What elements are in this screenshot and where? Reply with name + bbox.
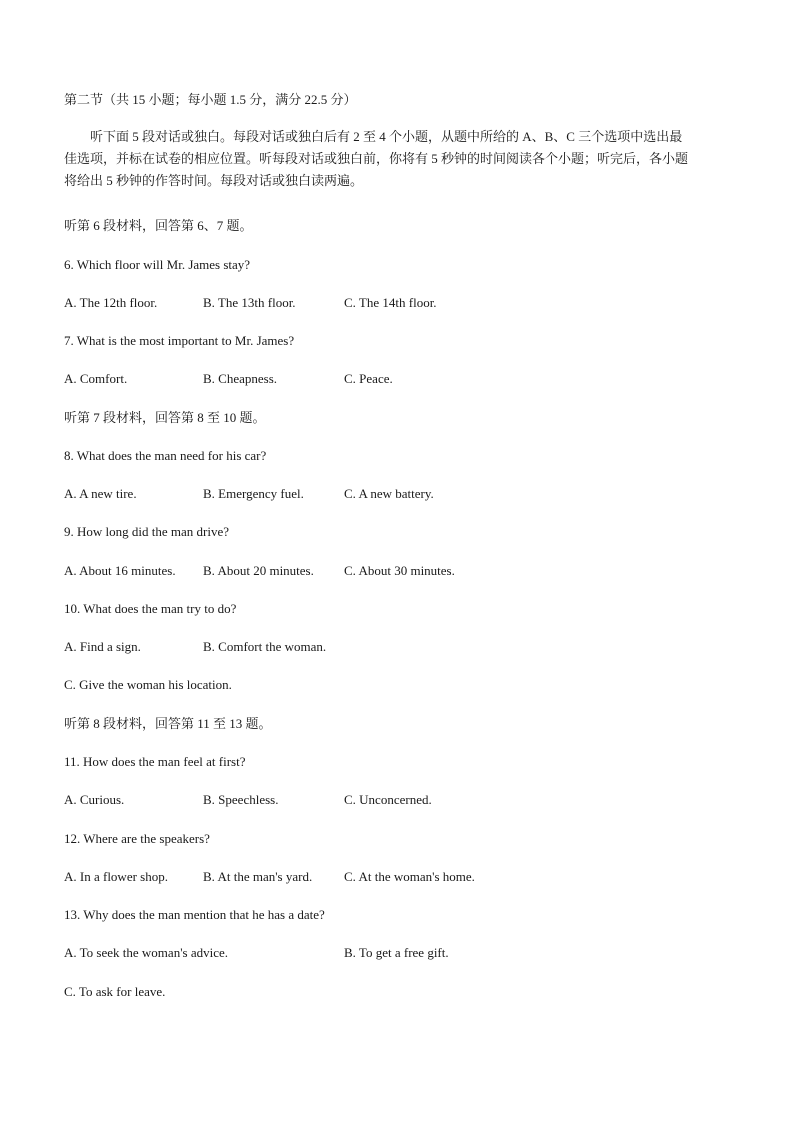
instructions-line-3: 将给出 5 秒钟的作答时间。每段对话或独白读两遍。 [64, 173, 364, 188]
question-7-option-a[interactable]: A. Comfort. [64, 371, 128, 386]
question-8-option-a[interactable]: A. A new tire. [64, 486, 137, 501]
question-10-option-c[interactable]: C. Give the woman his location. [64, 677, 232, 692]
group-heading-8: 听第 8 段材料，回答第 11 至 13 题。 [64, 716, 272, 731]
question-9-stem: 9. How long did the man drive? [64, 524, 229, 539]
question-13-option-c[interactable]: C. To ask for leave. [64, 984, 166, 999]
question-8-option-b[interactable]: B. Emergency fuel. [203, 486, 304, 501]
question-10-stem: 10. What does the man try to do? [64, 601, 237, 616]
question-8-stem: 8. What does the man need for his car? [64, 448, 267, 463]
question-11-option-a[interactable]: A. Curious. [64, 792, 125, 807]
question-6-stem: 6. Which floor will Mr. James stay? [64, 257, 251, 272]
question-12-stem: 12. Where are the speakers? [64, 831, 210, 846]
question-12-option-b[interactable]: B. At the man's yard. [203, 869, 313, 884]
question-11-stem: 11. How does the man feel at first? [64, 754, 246, 769]
question-7-option-c[interactable]: C. Peace. [344, 371, 393, 386]
question-7-stem: 7. What is the most important to Mr. James? [64, 333, 295, 348]
question-8-option-c[interactable]: C. A new battery. [344, 486, 434, 501]
question-10-option-b[interactable]: B. Comfort the woman. [203, 639, 327, 654]
question-6-option-b[interactable]: B. The 13th floor. [203, 295, 296, 310]
question-11-option-b[interactable]: B. Speechless. [203, 792, 279, 807]
question-13-option-a[interactable]: A. To seek the woman's advice. [64, 945, 229, 960]
question-6-option-a[interactable]: A. The 12th floor. [64, 295, 158, 310]
question-7-option-b[interactable]: B. Cheapness. [203, 371, 278, 386]
group-heading-6: 听第 6 段材料，回答第 6、7 题。 [64, 218, 253, 233]
section-header: 第二节（共 15 小题；每小题 1.5 分，满分 22.5 分） [64, 92, 357, 107]
question-9-option-a[interactable]: A. About 16 minutes. [64, 563, 176, 578]
question-12-option-c[interactable]: C. At the woman's home. [344, 869, 475, 884]
group-heading-7: 听第 7 段材料，回答第 8 至 10 题。 [64, 410, 266, 425]
question-9-option-b[interactable]: B. About 20 minutes. [203, 563, 314, 578]
question-12-option-a[interactable]: A. In a flower shop. [64, 869, 168, 884]
question-13-stem: 13. Why does the man mention that he has a date? [64, 907, 325, 922]
instructions-paragraph [64, 126, 734, 192]
instructions-line-2: 佳选项，并标在试卷的相应位置。听每段对话或独白前，你将有 5 秒钟的时间阅读各个小题；听完后，各小题 [64, 151, 689, 166]
question-6-option-c[interactable]: C. The 14th floor. [344, 295, 437, 310]
question-9-option-c[interactable]: C. About 30 minutes. [344, 563, 455, 578]
instructions-line-1: 听下面 5 段对话或独白。每段对话或独白后有 2 至 4 个小题，从题中所给的 A、B、C 三个选项中选出最 [90, 129, 683, 144]
question-13-option-b[interactable]: B. To get a free gift. [344, 945, 449, 960]
question-11-option-c[interactable]: C. Unconcerned. [344, 792, 432, 807]
question-10-option-a[interactable]: A. Find a sign. [64, 639, 141, 654]
